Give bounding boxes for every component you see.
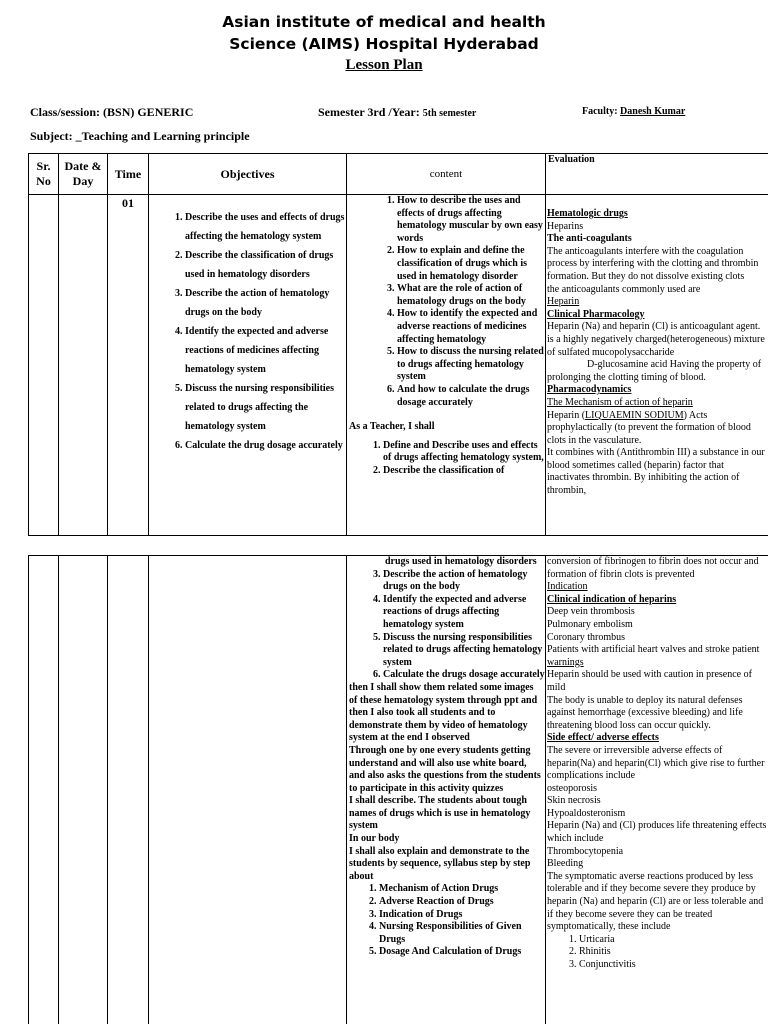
objectives-list (149, 208, 346, 455)
class-session: Class/session: (BSN) GENERIC (30, 105, 194, 119)
content-continuation: drugs used in hematology disorders (385, 556, 537, 567)
objective-item: 2. Describe the classification of drugs used in hematology disorders (185, 246, 346, 284)
eval-heading: Clinical Pharmacology (547, 308, 645, 320)
eval-text: D-glucosamine acid Having the property of prolonging the clotting timing of blood. (547, 359, 762, 383)
lesson-table-page1 (28, 153, 768, 536)
eval-span: Side effect/ (547, 732, 594, 744)
eval-text (547, 410, 767, 448)
objective-item: 6. Calculate the drug dosage accurately (185, 436, 346, 455)
eval-text: Bleeding (547, 858, 584, 870)
header-objectives: Objectives (149, 154, 347, 195)
teacher-item: 6. Calculate the drugs dosage accurately (383, 669, 545, 682)
objective-item: 5. Discuss the nursing responsibilities related to drugs affecting the hematology system (185, 379, 346, 436)
date-day-cell (59, 195, 108, 536)
eval-underlined: The Mechanism of action of heparin (547, 396, 693, 408)
eval-bold: The anti-coagulants (547, 233, 632, 245)
eval-text: Hypoaldosteronism (547, 807, 626, 819)
eval-text: osteoporosis (547, 782, 597, 794)
eval-text: Skin necrosis (547, 795, 601, 807)
eval-heading: Hematologic drugs (547, 208, 628, 219)
eval-underlined: warnings (547, 656, 584, 668)
lesson-plan-subtitle: Lesson Plan (345, 57, 423, 73)
eval-text: Heparin should be used with caution in presence of mild (547, 669, 752, 693)
objective-item: 4. Identify the expected and adverse reactions of medicines affecting hematology system (185, 322, 346, 379)
eval-drug-name: LIQUAEMIN SODIUM (585, 409, 684, 421)
eval-text: The severe or irreversible adverse effects of heparin(Na) and heparin(Cl) which give rise to further complications include (547, 744, 765, 782)
objective-item: 1. Describe the uses and effects of drugs affecting the hematology system (185, 208, 346, 246)
objectives-cell (149, 195, 347, 536)
eval-text: Thrombocytopenia (547, 845, 624, 857)
syllabus-item: 1. Mechanism of Action Drugs (379, 883, 545, 896)
sr-no-cell (29, 556, 59, 1024)
content-paragraph: then I shall show them related some images of these hematology system through ppt and then I also took all students and to demonstrate them by video of hematology system at the end I observed (349, 681, 538, 744)
date-day-cell (59, 556, 108, 1024)
eval-span: ) Acts prophylactically (to prevent the formation of blood clots in the vasculature. (547, 409, 751, 446)
eval-text: Pulmonary embolism (547, 618, 633, 630)
objective-item: 3. Describe the action of hematology drugs on the body (185, 284, 346, 322)
semester-label: Semester 3rd /Year: (318, 105, 420, 119)
time-cell: 01 (108, 195, 149, 536)
institute-title-line1: Asian institute of medical and health (222, 13, 546, 31)
eval-underlined: Indication (547, 581, 588, 593)
reaction-list (547, 934, 767, 972)
teacher-item: 1. Define and Describe uses and effects of drugs affecting hematology system, (383, 440, 545, 465)
eval-span: Heparin ( (547, 409, 586, 421)
eval-heading (547, 732, 767, 745)
header-time: Time (108, 154, 149, 195)
reaction-item: 3. Conjunctivitis (579, 959, 767, 972)
eval-text: Deep vein thrombosis (547, 606, 635, 618)
syllabus-item: 2. Adverse Reaction of Drugs (379, 896, 545, 909)
time-cell (108, 556, 149, 1024)
evaluation-cell (546, 195, 768, 536)
eval-text: Heparin (Na) and heparin (Cl) is anticoagulant agent. is a highly negatively charged(heterogeneous) mixture of sulfated mucopolysaccharide (547, 321, 765, 358)
reaction-item: 1. Urticaria (579, 934, 767, 947)
eval-heading: Pharmacodynamics (547, 384, 632, 396)
syllabus-item: 5. Dosage And Calculation of Drugs (379, 946, 545, 959)
content-paragraph: In our body (349, 833, 400, 845)
teacher-item: 5. Discuss the nursing responsibilities related to drugs affecting hematology system (383, 632, 545, 670)
syllabus-list (347, 883, 545, 959)
content-cell (347, 195, 546, 536)
syllabus-item: 3. Indication of Drugs (379, 909, 545, 922)
faculty-label: Faculty: (582, 106, 618, 117)
content-paragraph: I shall also explain and demonstrate to the students by sequence, syllabus step by step about (349, 845, 531, 882)
eval-text: The body is unable to deploy its natural defenses against hemorrhage (excessive bleeding) and life threatening blood loss can occur quickly. (547, 694, 743, 731)
content-cell (347, 556, 546, 1024)
eval-text: Heparins (547, 220, 584, 232)
header-evaluation: Evaluation (546, 154, 768, 195)
eval-text: The symptomatic averse reactions produced by less tolerable and if they become severe they produce by heparin (Na) and heparin (Cl) are or less tolerable and if they become severe they can be treated symptomatically, these include (547, 870, 764, 933)
institute-title-line2: Science (AIMS) Hospital Hyderabad (229, 35, 539, 53)
evaluation-cell (546, 556, 768, 1024)
eval-text: Heparin (Na) and (Cl) produces life threatening effects which include (547, 820, 767, 845)
eval-text: Coronary thrombus (547, 631, 626, 643)
sr-no-cell (29, 195, 59, 536)
eval-text: It combines with (Antithrombin III) a substance in our blood sometimes called (heparin) factor that inactivates thrombin. By inhibiting the action of thrombin, (547, 447, 765, 497)
content-item: 5. How to discuss the nursing related to drugs affecting hematology system (397, 346, 545, 384)
objectives-cell (149, 556, 347, 1024)
eval-text: conversion of fibrinogen to fibrin does not occur and formation of fibrin clots is prevented (547, 556, 759, 580)
semester (318, 105, 476, 120)
header-content: content (347, 154, 546, 195)
teacher-item: 3. Describe the action of hematology drugs on the body (383, 569, 545, 594)
content-paragraph: I shall describe. The students about tough names of drugs which is use in hematology system (349, 795, 531, 832)
content-item: 3. What are the role of action of hematology drugs on the body (397, 283, 545, 308)
subject: Subject: _Teaching and Learning principle (30, 129, 250, 143)
content-item: 4. How to identify the expected and adverse reactions of medicines affecting hematology (397, 308, 545, 346)
content-item: 1. How to describe the uses and effects of drugs affecting hematology muscular by own easy words (397, 195, 545, 245)
eval-text: Patients with artificial heart valves and stroke patient (547, 644, 760, 656)
teacher-statement: As a Teacher, I shall (349, 421, 435, 433)
faculty (582, 106, 685, 117)
eval-heading: Clinical indication of heparins (547, 593, 677, 605)
content-list (347, 195, 545, 409)
teacher-item: 4. Identify the expected and adverse reactions of drugs affecting hematology system (383, 594, 545, 632)
eval-text: The anticoagulants interfere with the coagulation process by interfering with the clotting and thrombin formation. But they do not dissolve existing clots (547, 245, 759, 282)
content-paragraph: Through one by one every students getting understand and will also use white board, and also asks the questions from the students to participate in this activity quizzes (349, 744, 541, 794)
lesson-table-page2 (28, 555, 768, 1024)
header-sr-no: Sr. No (29, 154, 59, 195)
teacher-item: 2. Describe the classification of (383, 465, 545, 478)
content-item: 6. And how to calculate the drugs dosage accurately (397, 384, 545, 409)
semester-value: 5th semester (422, 108, 477, 119)
content-item: 2. How to explain and define the classification of drugs which is used in hematology disorder (397, 245, 545, 283)
eval-span: adverse effects (593, 732, 659, 744)
eval-text: the anticoagulants commonly used are (547, 283, 701, 295)
eval-underlined: Heparin (547, 296, 580, 308)
teacher-list-continued (347, 569, 545, 682)
teacher-list (347, 440, 545, 478)
reaction-item: 2. Rhinitis (579, 946, 767, 959)
header-date-day: Date & Day (59, 154, 108, 195)
faculty-name: Danesh Kumar (620, 106, 686, 117)
syllabus-item: 4. Nursing Responsibilities of Given Drugs (379, 921, 545, 946)
